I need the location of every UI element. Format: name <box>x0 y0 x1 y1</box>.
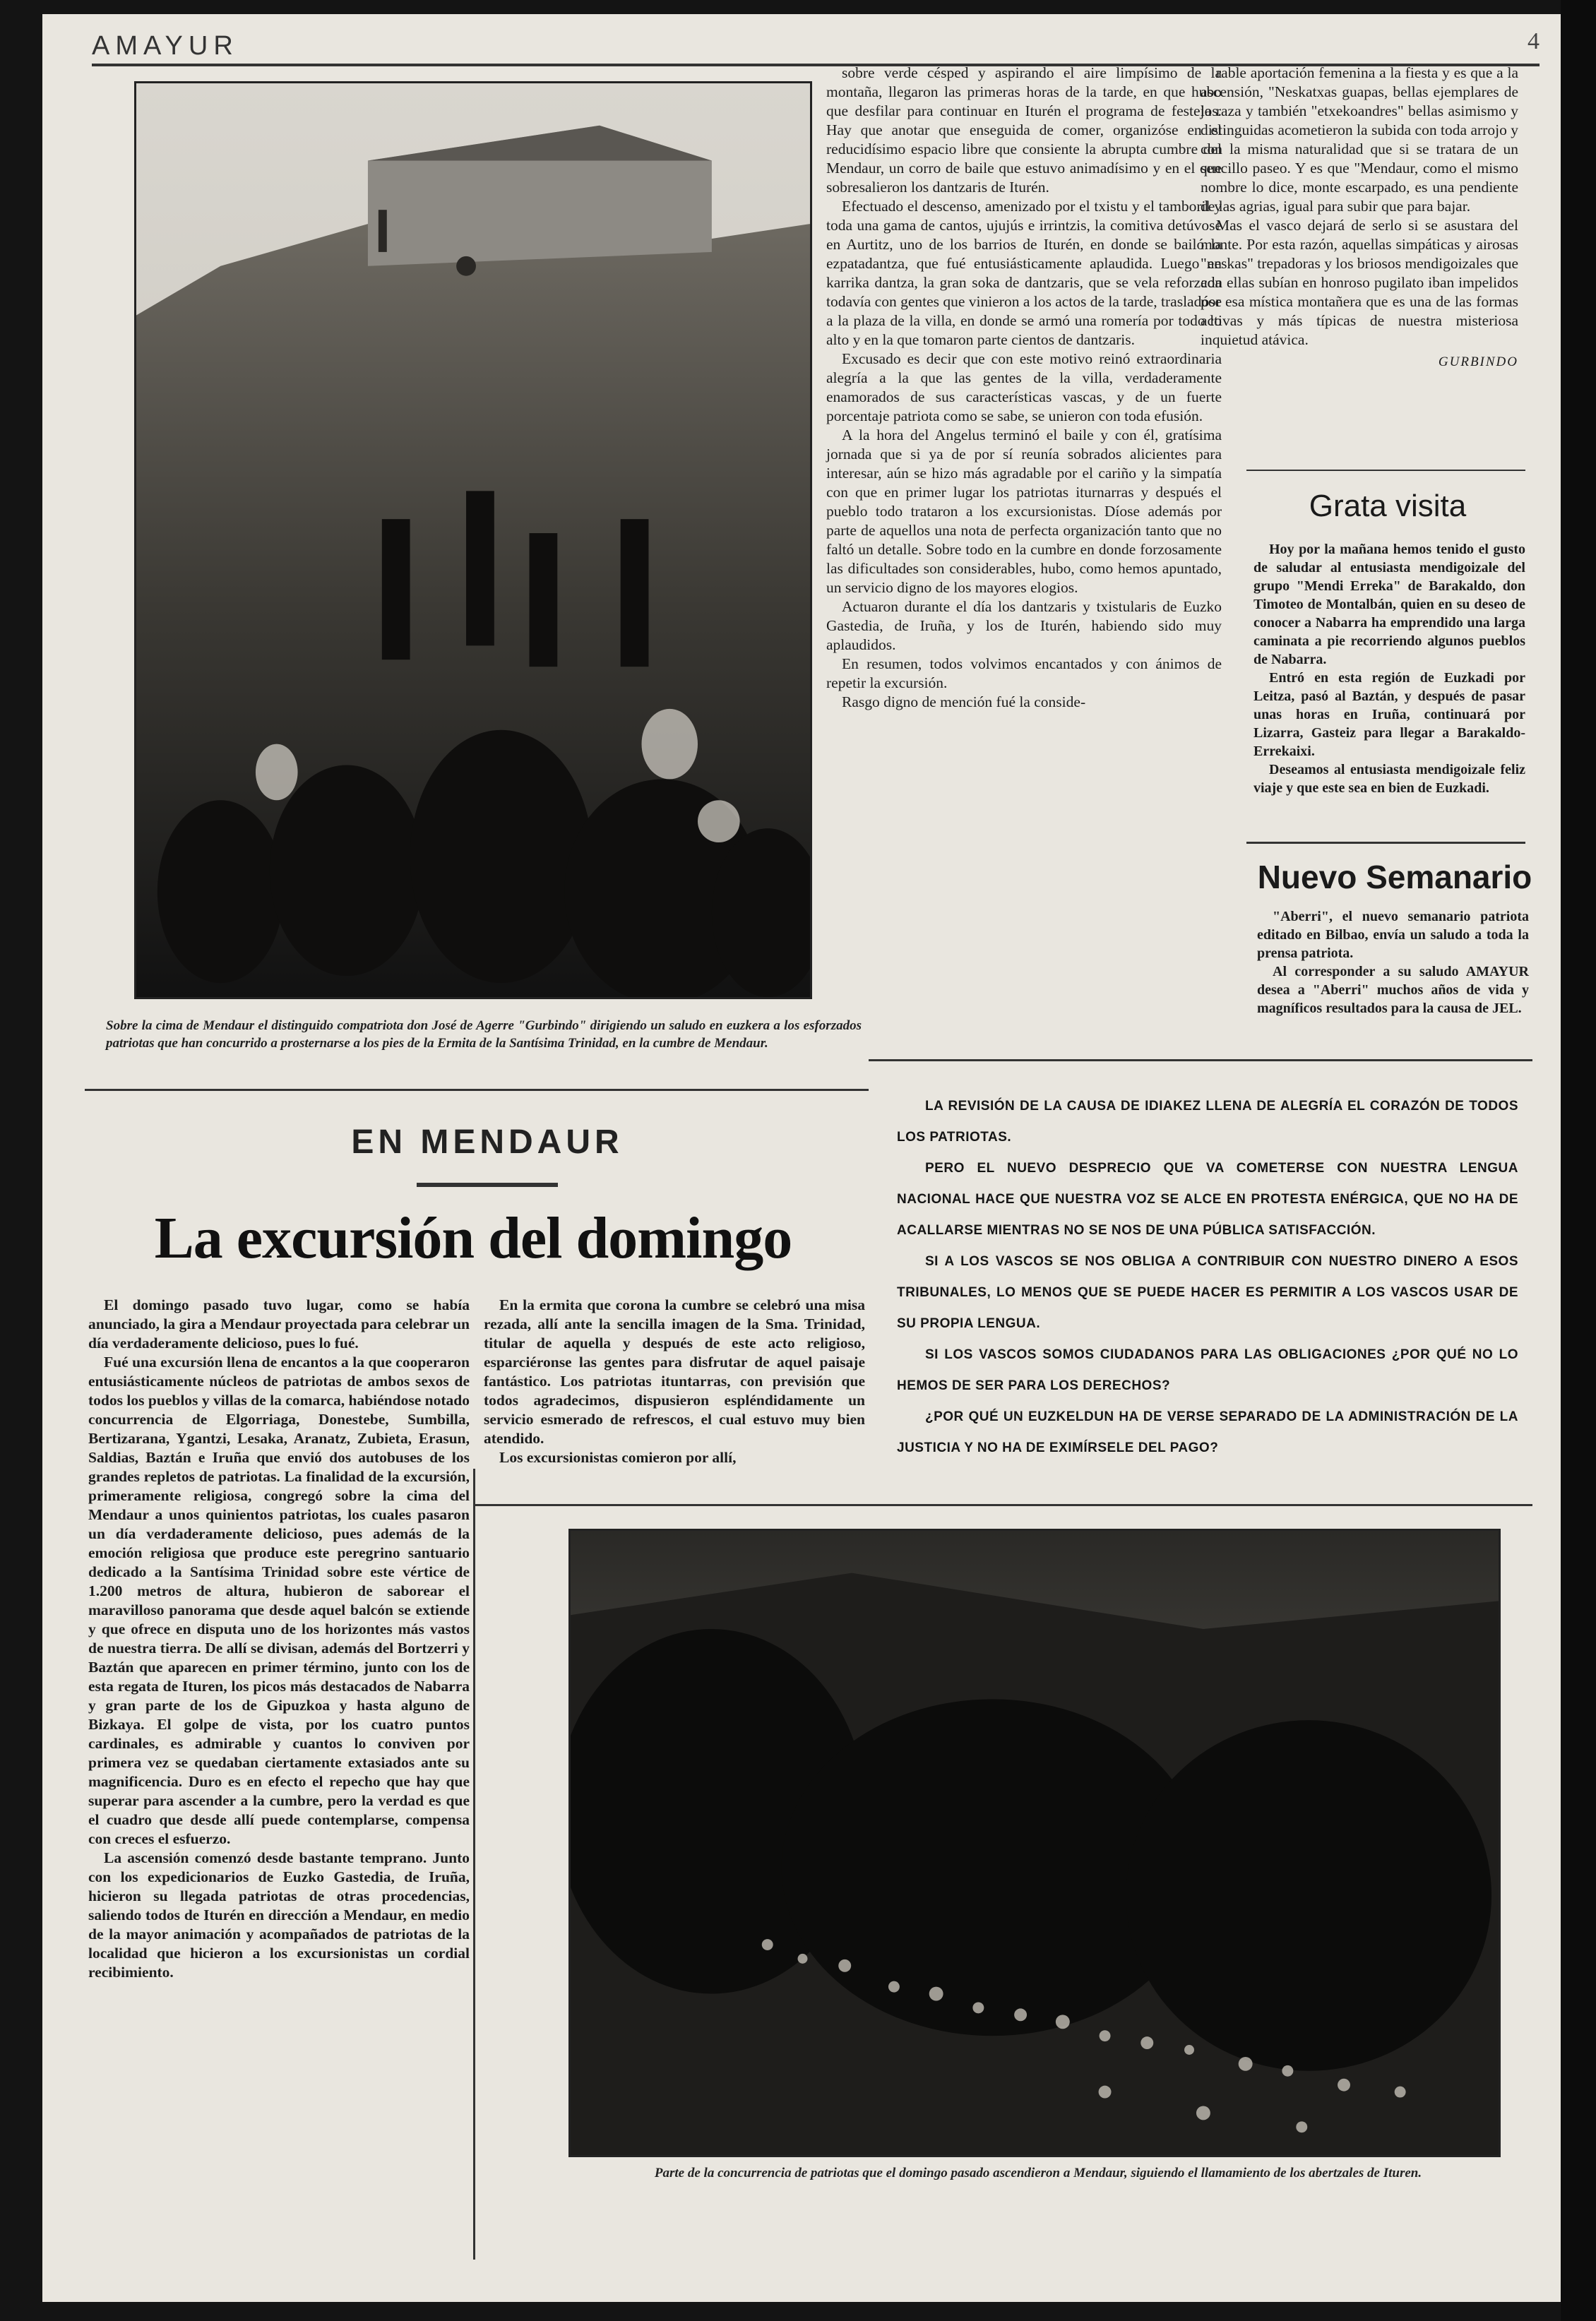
paragraph: Efectuado el descenso, amenizado por el txistu y el tamboril y toda una gama de cantos, ujujús e irrintzis, la comitiva detúvose en Aurtitz, uno de los barrios de Iturén, en donde se bailó la ezpatadantza, que fué entusiásticamente aplaudida. Luego en karrika dantza, la gran soka de dantzaris, que se vela reforzada todavía con gentes que vinieron a los actos de la tarde, trasladóse a la plaza de la villa, en donde se armó una romería por todo lo alto y en la que tomaron parte cientos de dantzaris. <box>826 198 1222 348</box>
paragraph: Actuaron durante el día los dantzaris y txistularis de Euzko Gastedia, de Iruña, y los de Iturén, habiendo sido muy aplaudidos. <box>826 598 1222 653</box>
article-column-d <box>484 1296 865 1467</box>
caption-rule <box>85 1089 869 1091</box>
paragraph: Al corresponder a su saludo AMAYUR desea a "Aberri" muchos años de vida y magníficos resultados para la causa de JEL. <box>1257 964 1529 1016</box>
manifesto-paragraph: ¿POR QUÉ UN EUZKELDUN HA DE VERSE SEPARADO DE LA ADMINISTRACIÓN DE LA JUSTICIA Y NO HA DE EXIMÍRSELE DEL PAGO? <box>897 1409 1518 1455</box>
photo1-caption: Sobre la cima de Mendaur el distinguido compatriota don José de Agerre "Gurbindo" dirigiendo un saludo en euzkera a los esforzados patriotas que han concurrido a prosternarse a los pies de la Ermita de la Santísima Trinidad, en la cumbre de Mendaur. <box>106 1018 862 1051</box>
paragraph: sobre verde césped y aspirando el aire limpísimo de la montaña, llegaron las primeras horas de la tarde, en que hubo que desfilar para continuar en Iturén el programa de festejos. Hay que anotar que enseguida de comer, organizóse en el reducidísimo espacio libre que consiente la abrupta cumbre del Mendaur, un corro de baile que estuvo animadísimo y en el que sobresalieron los dantzaris de Iturén. <box>826 64 1222 196</box>
manifesto-block <box>897 1091 1518 1464</box>
box-rule <box>1246 842 1525 844</box>
masthead <box>92 28 1540 64</box>
paragraph: Entró en esta región de Euzkadi por Leitza, pasó al Baztán, y después de pasar unas horas en Iruña, continuará por Lizarra, Gasteiz para llegar a Barakaldo-Errekaixi. <box>1253 670 1525 759</box>
paragraph: Excusado es decir que con este motivo reinó extraordinaria alegría a la que las gentes de la villa, verdaderamente enamorados de sus características vascas, y de un fuerte porcentaje patriota como se sabe, se unieron con toda efusión. <box>826 350 1222 424</box>
signature: GURBINDO <box>1438 354 1518 369</box>
kicker-rule <box>417 1183 558 1187</box>
paragraph: En resumen, todos volvimos encantados y con ánimos de repetir la excursión. <box>826 655 1222 691</box>
article-kicker: EN MENDAUR <box>351 1123 624 1161</box>
paragraph: En la ermita que corona la cumbre se celebró una misa rezada, allí ante la sencilla imagen de la Sma. Trinidad, titular de aquella y después de este acto religioso, esparciéronse las gentes para disfrutar de aquel paisaje fantástico. Los patriotas ituntarras, con previsión que todos agradecimos, dispusieron espléndidamente un servicio esmerado de refrescos, el cual estuvo muy bien atendido. <box>484 1296 865 1447</box>
grata-visita-body <box>1253 540 1525 797</box>
column-divider <box>473 1469 475 2260</box>
article-title: La excursión del domingo <box>154 1205 792 1271</box>
box-rule <box>1246 470 1525 471</box>
photo2-rule <box>473 1504 1532 1506</box>
grata-visita-title: Grata visita <box>1309 489 1467 523</box>
paragraph: Deseamos al entusiasta mendigoizale feliz viaje y que este sea en bien de Euzkadi. <box>1253 762 1525 796</box>
photo-mendaur-summit <box>134 81 812 999</box>
article-column-a <box>826 64 1222 712</box>
nuevo-semanario-title: Nuevo Semanario <box>1257 859 1532 895</box>
paragraph: Rasgo digno de mención fué la conside- <box>842 693 1086 710</box>
paragraph: "Aberri", el nuevo semanario patriota editado en Bilbao, envía un saludo a toda la prensa patriota. <box>1257 909 1529 961</box>
masthead-title: AMAYUR <box>92 30 239 61</box>
photo2-caption: Parte de la concurrencia de patriotas que el domingo pasado ascendieron a Mendaur, siguiendo el llamamiento de los abertzales de Ituren. <box>654 2166 1422 2180</box>
paragraph: La ascensión comenzó desde bastante temprano. Junto con los expedicionarios de Euzko Gastedia, de Iruña, hicieron su llegada patriotas de otras procedencias, saliendo todos de Iturén en dirección a Mendaur, en medio de la mayor animación y acompañados de patriotas de la localidad que hicieron a los excursionistas un cordial recibimiento. <box>88 1849 470 1981</box>
paragraph: Hoy por la mañana hemos tenido el gusto de saludar al entusiasta mendigoizale del grupo "Mendi Erreka" de Barakaldo, don Timoteo de Montalbán, quien en su deseo de conocer a Nabarra ha emprendido una larga caminata a pie recorriendo algunos pueblos de Nabarra. <box>1253 542 1525 667</box>
paragraph: Fué una excursión llena de encantos a la que cooperaron entusiásticamente núcleos de patriotas de ambos sexos de todos los pueblos y villas de la comarca, habiéndose notado concurrencia de Elgorriaga, Donestebe, Sumbilla, Bertizarana, Ygantzi, Lesaka, Aranatz, Zubieta, Erasun, Saldias, Baztán e Iruña que envió dos autobuses de los grandes repletos de patriotas. La finalidad de la excursión, primeramente religiosa, congregó sobre la cima del Mendaur a unos quinientos patriotas, los cuales pasaron un día verdaderamente delicioso, pues además de la emoción religiosa que produce este peregrino santuario dedicado a la Santísima Trinidad sobre este vértice de 1.200 metros de altura, hubieron de saborear el maravilloso panorama que desde aquel balcón se extiende y que ofrece en disputa uno de los horizontes más vastos de nuestra tierra. De allí se divisan, además del Bortzerri y Baztán que aparecen en primer término, junto con los de esta regata de Ituren, los picos más destacados de Nabarra y gran parte de los de Gipuzkoa y hasta alguno de Bizkaya. El golpe de vista, por los cuatro puntos cardinales, es admirable y cuantos lo conviven por primera vez se quedaban ciertamente extasiados ante su magnificencia. Duro es en efecto el repecho que hay que superar para ascender a la cumbre, pero la verdad es que el cuadro que desde allí puede contemplarse, compensa con creces el esfuerzo. <box>88 1354 470 1847</box>
film-edge <box>1561 0 1596 2321</box>
paragraph: Los excursionistas comieron por allí, <box>499 1449 737 1466</box>
newspaper-page <box>42 14 1561 2302</box>
paragraph: Mas el vasco dejará de serlo si se asustara del monte. Por esta razón, aquellas simpáticas y airosas "neskas" trepadoras y los briosos mendigoizales que con ellas subían en honroso pugilato iban impelidos por esa mística montañera que es una de las formas activas y más típicas de nuestra misteriosa inquietud atávica. <box>1201 217 1518 348</box>
paragraph: El domingo pasado tuvo lugar, como se había anunciado, la gira a Mendaur proyectada para celebrar un día verdaderamente delicioso, pues lo fué. <box>88 1296 470 1352</box>
manifesto-rule-top <box>869 1059 1532 1061</box>
photo-crowd-mendaur <box>568 1529 1501 2157</box>
manifesto-paragraph: LA REVISIÓN DE LA CAUSA DE IDIAKEZ LLENA DE ALEGRÍA EL CORAZÓN DE TODOS LOS PATRIOTAS. <box>897 1099 1518 1145</box>
paragraph: rable aportación femenina a la fiesta y es que a la ascensión, "Neskatxas guapas, bellas ejemplares de la raza y también "etxekoandres" bellas asimismo y distinguidas acometieron la subida con toda arrojo y con la misma naturalidad que si se tratara de un sencillo paseo. Y es que "Mendaur, como el mismo nombre lo dice, monte escarpado, es una pendiente de las agrias, igual para subir que para bajar. <box>1201 64 1518 215</box>
manifesto-paragraph: SI A LOS VASCOS SE NOS OBLIGA A CONTRIBUIR CON NUESTRO DINERO A ESOS TRIBUNALES, LO MENOS QUE SE PUEDE HACER ES PERMITIR A LOS VASCOS USAR DE SU PROPIA LENGUA. <box>897 1254 1518 1331</box>
article-column-c <box>88 1296 470 1982</box>
nuevo-semanario-body <box>1257 907 1529 1018</box>
paragraph: A la hora del Angelus terminó el baile y con él, gratísima jornada que si ya de por sí reunía sobrados alicientes para interesar, aún se hizo más agradable por el cariño y la simpatía con que en primer lugar los patriotas iturnarras y después el pueblo todo trataron a los excursionistas. Díose además por parte de aquellos una nota de perfecta organización tanto que no faltó un detalle. Sobre todo en la cumbre en donde forzosamente las dificultades son considerables, hubo, como hemos apuntado, un servicio digno de los mayores elogios. <box>826 426 1222 596</box>
manifesto-paragraph: SI LOS VASCOS SOMOS CIUDADANOS PARA LAS OBLIGACIONES ¿POR QUÉ NO LO HEMOS DE SER PARA LOS DERECHOS? <box>897 1347 1518 1393</box>
article-column-b <box>1201 64 1518 371</box>
manifesto-paragraph: PERO EL NUEVO DESPRECIO QUE VA COMETERSE CON NUESTRA LENGUA NACIONAL HACE QUE NUESTRA VOZ SE ALCE EN PROTESTA ENÉRGICA, QUE NO HA DE ACALLARSE MIENTRAS NO SE NOS DE UNA PÚBLICA SATISFACCIÓN. <box>897 1161 1518 1238</box>
page-number: 4 <box>1527 28 1540 54</box>
